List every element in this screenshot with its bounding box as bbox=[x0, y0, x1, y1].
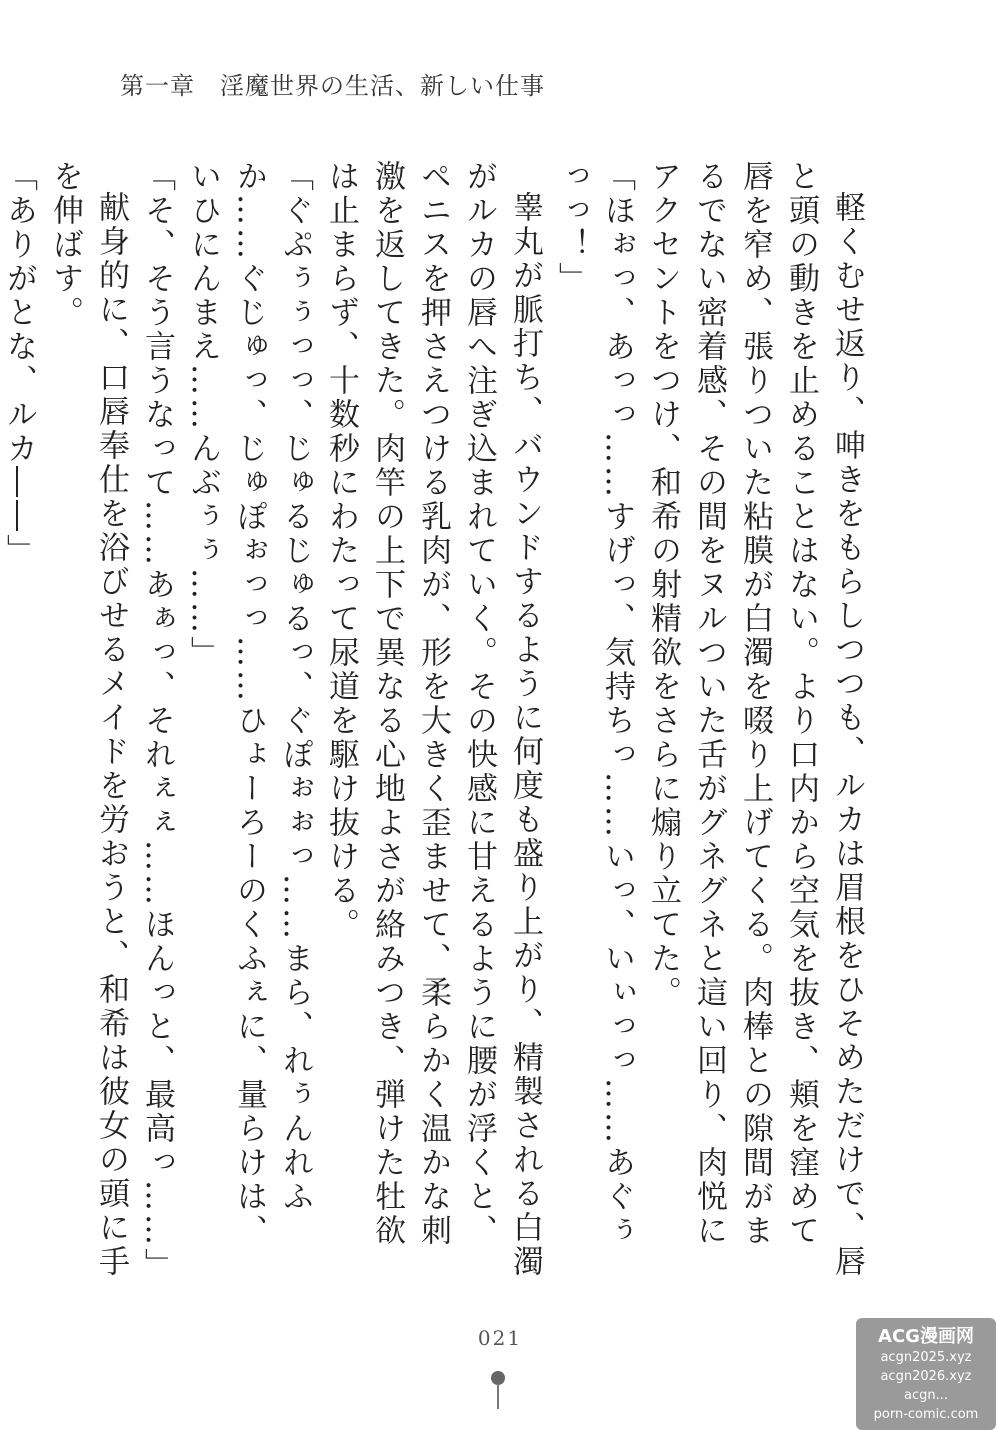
watermark-line: acgn2026.xyz bbox=[880, 1369, 972, 1384]
watermark-line: acgn... bbox=[903, 1388, 948, 1403]
page-marker-line bbox=[497, 1384, 499, 1409]
paragraph: 「ぐぷぅぅっっ、じゅるじゅるっ、ぐぽぉぉっ……まら、れぅんれふか……ぐじゅっ、じゅぽぉっっ……ひょーろーのくふぇに、量らけは、いひにんまえ……んぶぅぅ……」 bbox=[185, 160, 313, 1248]
watermark-title: ACG漫画网 bbox=[878, 1326, 974, 1347]
page-number: 021 bbox=[477, 1326, 523, 1350]
chapter-title: 第一章 淫魔世界の生活、新しい仕事 bbox=[120, 72, 545, 100]
watermark-line: porn-comic.com bbox=[873, 1407, 979, 1422]
paragraph: 献身的に、口唇奉仕を浴びせるメイドを労おうと、和希は彼女の頭に手を伸ばす。 bbox=[47, 160, 129, 1279]
paragraph: 軽くむせ返り、呻きをもらしつつも、ルカは眉根をひそめただけで、唇と頭の動きを止めることはない。より口内から空気を抜き、頬を窪めて唇を窄め、張りついた粘膜が白濁を啜り上げてくる。肉棒との隙間がまるでない密着感、その間をヌルついた舌がグネグネと這い回り、肉悦にアクセントをつけ、和希の射精欲をさらに煽り立てた。 bbox=[645, 160, 865, 1279]
body-text bbox=[0, 160, 870, 1280]
paragraph: 「ありがとな、ルカ――」 bbox=[1, 160, 37, 568]
paragraph: 「ほぉっ、あっっ……すげっ、気持ちっ……いっ、いぃっっ……あぐぅっっ！」 bbox=[553, 160, 635, 1248]
page-marker-dot bbox=[491, 1371, 505, 1385]
watermark bbox=[856, 1318, 996, 1430]
paragraph: 睾丸が脈打ち、バウンドするように何度も盛り上がり、精製される白濁がルカの唇へ注ぎ込まれていく。その快感に甘えるように腰が浮くと、ペニスを押さえつける乳肉が、形を大きく歪ませて、柔らかく温かな刺激を返してきた。肉竿の上下で異なる心地よさが絡みつき、弾けた牡欲は止まらず、十数秒にわたって尿道を駆け抜ける。 bbox=[323, 160, 543, 1279]
watermark-line: acgn2025.xyz bbox=[880, 1350, 972, 1365]
paragraph: 「そ、そう言うなって……あぁっ、それぇぇ……ほんっと、最高っ……」 bbox=[139, 160, 175, 1282]
